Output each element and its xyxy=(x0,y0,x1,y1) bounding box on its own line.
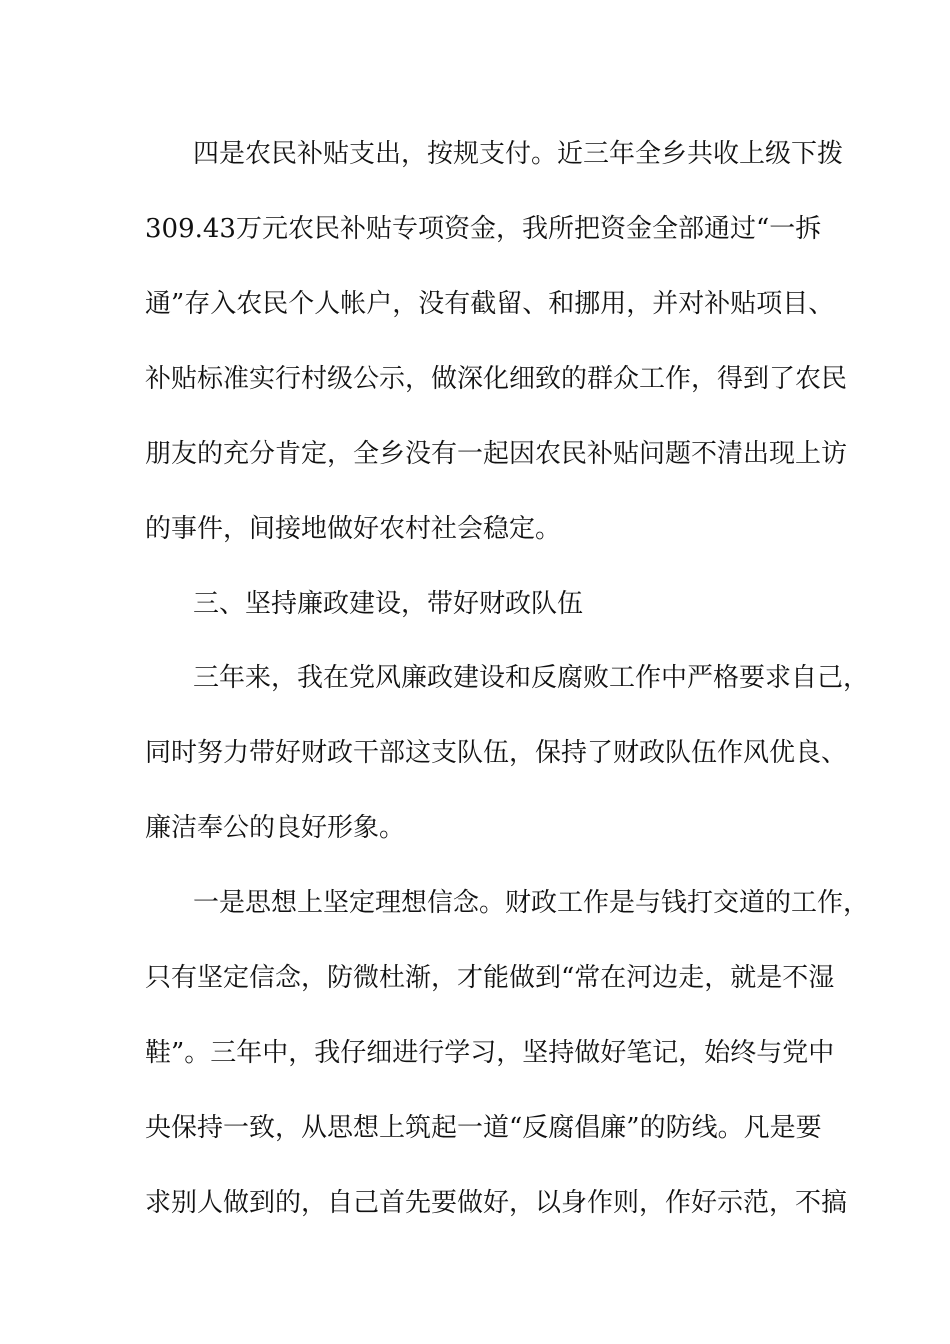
text-line: 同时努力带好财政干部这支队伍，保持了财政队伍作风优良、 xyxy=(145,738,848,768)
text-line: 廉洁奉公的良好形象。 xyxy=(145,813,406,843)
text-line: 三年来，我在党风廉政建设和反腐败工作中严格要求自己， xyxy=(193,663,870,693)
text-line: 309.43万元农民补贴专项资金，我所把资金全部通过“一拆 xyxy=(145,214,822,244)
text-line: 央保持一致，从思想上筑起一道“反腐倡廉”的防线。凡是要 xyxy=(145,1113,822,1143)
text-line: 一是思想上坚定理想信念。财政工作是与钱打交道的工作， xyxy=(193,888,870,918)
text-line: 的事件，间接地做好农村社会稳定。 xyxy=(145,514,562,544)
text-line: 四是农民补贴支出，按规支付。近三年全乡共收上级下拨 xyxy=(193,139,844,169)
text-line: 朋友的充分肯定，全乡没有一起因农民补贴问题不清出现上访 xyxy=(145,439,848,469)
text-line: 鞋”。三年中，我仔细进行学习，坚持做好笔记，始终与党中 xyxy=(145,1038,835,1068)
text-line: 补贴标准实行村级公示，做深化细致的群众工作，得到了农民 xyxy=(145,364,848,394)
text-line: 通”存入农民个人帐户，没有截留、和挪用，并对补贴项目、 xyxy=(145,289,835,319)
text-line: 只有坚定信念，防微杜渐，才能做到“常在河边走，就是不湿 xyxy=(145,963,835,993)
section-heading: 三、坚持廉政建设，带好财政队伍 xyxy=(193,589,584,619)
text-line: 求别人做到的，自己首先要做好，以身作则，作好示范，不搞 xyxy=(145,1188,848,1218)
